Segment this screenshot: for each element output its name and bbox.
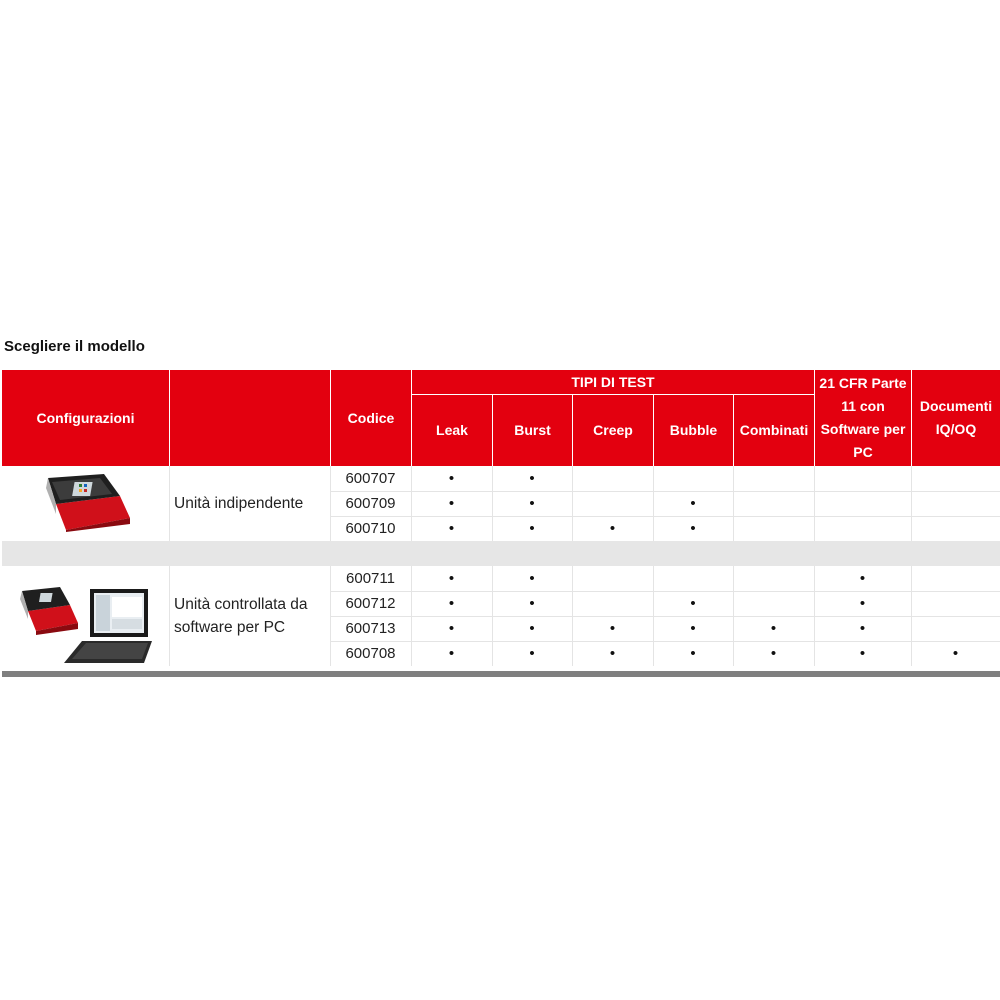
header-tipi-di-test: TIPI DI TEST <box>571 373 655 390</box>
product-code: 600713 <box>345 620 396 637</box>
feature-mark: • <box>529 520 535 537</box>
feature-mark: • <box>448 495 455 512</box>
standalone-device-image <box>42 474 132 537</box>
product-code: 600708 <box>345 645 396 662</box>
feature-mark: • <box>690 595 696 612</box>
feature-mark: • <box>690 645 696 662</box>
feature-mark: • <box>448 595 455 612</box>
header-configurazioni: Configurazioni <box>36 409 135 426</box>
feature-mark: • <box>448 470 455 487</box>
header-codice: Codice <box>347 409 395 426</box>
pc-controlled-device-image <box>20 585 152 670</box>
feature-mark: • <box>448 620 455 637</box>
header-cfr: 21 CFR Parte 11 con Software per PC <box>819 375 907 460</box>
header-documenti: Documenti IQ/OQ <box>919 398 993 437</box>
header-test-combinati: Combinati <box>739 422 809 438</box>
header-test-burst: Burst <box>514 422 551 438</box>
group-label: Unità indipendente <box>174 495 304 512</box>
feature-mark: • <box>690 620 696 637</box>
feature-mark: • <box>529 620 535 637</box>
feature-mark: • <box>859 620 866 637</box>
product-code: 600709 <box>345 495 396 512</box>
product-code: 600710 <box>345 520 396 537</box>
feature-mark: • <box>609 645 616 662</box>
feature-mark: • <box>770 620 777 637</box>
model-selection-table <box>2 370 1000 677</box>
feature-mark: • <box>529 470 535 487</box>
table-bottom-bar <box>2 671 1000 677</box>
feature-mark: • <box>448 520 455 537</box>
feature-mark: • <box>529 595 535 612</box>
feature-mark: • <box>859 595 866 612</box>
feature-mark: • <box>529 570 535 587</box>
header-test-creep: Creep <box>593 422 633 438</box>
header-test-leak: Leak <box>436 422 468 438</box>
header-empty <box>170 370 330 466</box>
feature-mark: • <box>859 570 866 587</box>
page-title: Scegliere il modello <box>4 338 145 355</box>
group-separator <box>2 541 1000 566</box>
feature-mark: • <box>448 645 455 662</box>
feature-mark: • <box>609 620 616 637</box>
feature-mark: • <box>448 570 455 587</box>
feature-mark: • <box>690 520 696 537</box>
feature-mark: • <box>952 645 959 662</box>
feature-mark: • <box>609 520 616 537</box>
product-code: 600707 <box>345 470 396 487</box>
feature-mark: • <box>770 645 777 662</box>
feature-mark: • <box>690 495 696 512</box>
group-label: Unità controllata da software per PC <box>174 596 308 636</box>
product-code: 600711 <box>346 570 395 587</box>
product-code: 600712 <box>345 595 396 612</box>
header-test-bubble: Bubble <box>669 422 718 438</box>
feature-mark: • <box>529 645 535 662</box>
feature-mark: • <box>529 495 535 512</box>
feature-mark: • <box>859 645 866 662</box>
